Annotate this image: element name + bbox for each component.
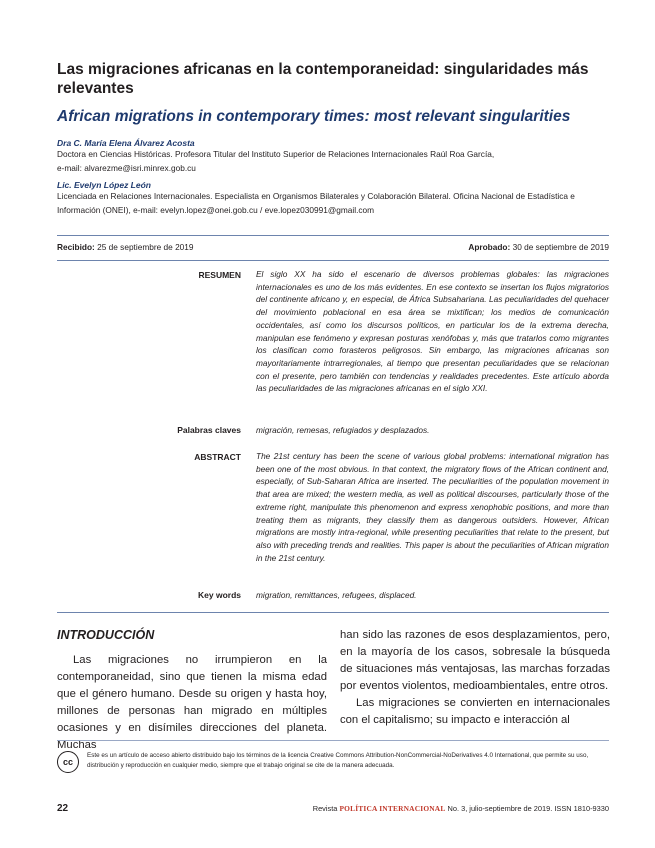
resumen-label: RESUMEN [198,270,241,280]
author-1-affiliation [57,148,617,175]
journal-footer [313,804,609,813]
body-column-left [57,652,327,754]
top-divider [57,235,609,236]
received-date [57,242,194,252]
author-1-name: Dra C. María Elena Álvarez Acosta [57,138,195,148]
page-number: 22 [57,803,69,814]
abstract-text: The 21st century has been the scene of various global problems: international migration has been one of the most obvious. In that context, the migratory flows of the African continent and, especially, of Sub-Saharan Africa are inserted. The peculiarities of the population movement in that area are mixed; the western media, as well as political discourses, particularly those of the extreme right, manipulate this phenomenon and express xenophobic positions, and more than treating them as migrants, they classify them as dangerous outsiders. However, African migrations are mostly intra-regional, while presenting peculiarities that relate to the present, but also with preceding trends and realities. This paper is about the peculiarities of African migration in the 21st century. [256,451,609,563]
author-1-line-1: Doctora en Ciencias Históricas. Profesora Titular del Instituto Superior de Relaciones Internacionales Raúl Roa García, [57,149,495,159]
author-2-affiliation [57,190,617,217]
body-paragraph: Las migraciones no irrumpieron en la contemporaneidad, sino que tienen la misma edad que el género humano. Desde su origen y hasta hoy, millones de personas han migrado en múltiples ocasiones y en disímiles direcciones del planeta. Muchas [57,654,327,751]
approved-date [468,242,609,252]
received-label: Recibido: [57,242,95,252]
approved-label: Aprobado: [468,242,511,252]
key-words-text: migration, remittances, refugees, displaced. [256,590,417,600]
dates-divider [57,260,609,261]
creative-commons-icon: cc [57,751,79,773]
author-1-email: e-mail: alvarezme@isri.minrex.gob.cu [57,162,196,173]
key-words-label: Key words [198,590,241,600]
journal-issue: No. 3, julio-septiembre de 2019. ISSN 1810-9330 [445,804,609,813]
author-2-line-1: Licenciada en Relaciones Internacionales. Especialista en Organismos Bilaterales y Colaboración Bilateral. Oficina Nacional de Estadística e [57,191,575,201]
body-paragraph: han sido las razones de esos desplazamientos, pero, en la mayoría de los casos, sobresale la búsqueda de situaciones más ventajosas, las marchas forzadas por eventos violentos, medioambientales, entre otros. [340,629,610,692]
palabras-claves-text: migración, remesas, refugiados y desplazados. [256,425,430,435]
author-2-email: Información (ONEI), e-mail: evelyn.lopez@onei.gob.cu / eve.lopez030991@gmail.com [57,204,375,215]
approved-value: 30 de septiembre de 2019 [510,242,609,252]
body-column-right [340,627,610,729]
license-text: Este es un artículo de acceso abierto distribuido bajo los términos de la licencia Creative Commons Attribution-NonCommercial-NoDerivatives 4.0 International, que permite su uso, distribución y reproducción en cualquier medio, siempre que el trabajo original se cite de la manera adecuada. [87,752,589,769]
resumen-text: El siglo XX ha sido el escenario de diversos problemas globales: las migraciones internacionales es uno de los más evidentes. En ese contexto se insertan los flujos migratorios del continente africano y, en especial, de África Subsahariana. Las peculiaridades del quehacer del movimiento poblacional en esa área se mixtifican; los medios de comunicación occidentales, así como los discursos políticos, en particular los de la extrema derecha, manipulan ese fenómeno y expresan posturas xenófobas y, más que tratarlos como migrantes los clasifican como forasteros peligrosos. Sin embargo, las migraciones africanas son mayoritariamente intrarregionales, al tiempo que presentan peculiaridades que se relacionan con el presente, pero también con tendencias y realidades precedentes. Este artículo aborda las peculiaridades de las migraciones africanas en el siglo XXI. [256,269,609,394]
section-heading: INTRODUCCIÓN [57,628,155,642]
journal-brand: POLÍTICA INTERNACIONAL [339,804,446,813]
abstract-divider [57,612,609,613]
article-title-spanish: Las migraciones africanas en la contemporaneidad: singularidades más relevantes [57,61,589,97]
author-2-name: Lic. Evelyn López León [57,180,151,190]
palabras-claves-label: Palabras claves [177,425,241,435]
article-title-english: African migrations in contemporary times: most relevant singularities [57,108,571,125]
journal-prefix: Revista [312,804,340,813]
received-value: 25 de septiembre de 2019 [94,242,194,252]
license-divider [57,740,609,741]
abstract-label: ABSTRACT [194,452,241,462]
body-paragraph: Las migraciones se convierten en internacionales con el capitalismo; su impacto e interacción al [340,697,610,726]
